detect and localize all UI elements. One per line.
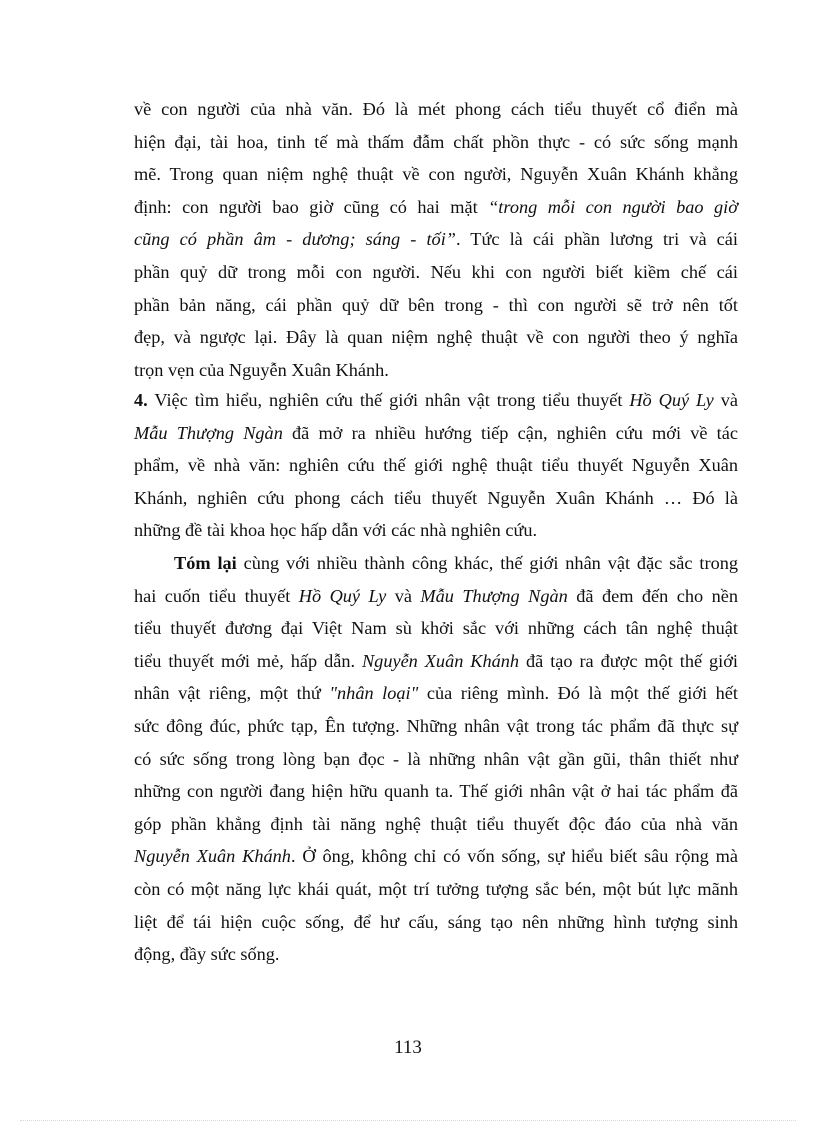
bold-run: Tóm lại [174, 553, 237, 573]
text-line: liệt để tái hiện cuộc sống, để hư cấu, sáng tạo nên những hình tượng sinh [134, 911, 738, 932]
text-line: sức đông đúc, phức tạp, Ên tượng. Những nhân vật trong tác phẩm đã thực sự [134, 715, 738, 736]
text-line: tiểu thuyết đương đại Việt Nam sù khởi sắc với những cách tân nghệ thuật [134, 618, 738, 639]
text-line: Tóm lại cùng với nhiều thành công khác, thế giới nhân vật đặc sắc trong [174, 553, 738, 573]
paragraph-1 [134, 93, 738, 386]
text-line: đẹp, và ngược lại. Đây là quan niệm nghệ thuật về con người theo ý nghĩa [134, 327, 738, 348]
text-line: mẽ. Trong quan niệm nghệ thuật về con người, Nguyễn Xuân Khánh khẳng [134, 164, 738, 185]
italic-run: Mẫu Thượng Ngàn [420, 585, 568, 606]
text-line: những đề tài khoa học hấp dẫn với các nhà nghiên cứu. [134, 520, 538, 541]
text-line: Mẫu Thượng Ngàn đã mở ra nhiều hướng tiếp cận, nghiên cứu mới về tác [134, 422, 738, 443]
text-line: trọn vẹn của Nguyễn Xuân Khánh. [134, 359, 389, 380]
text-line: cũng có phần âm - dương; sáng - tối”. Tức là cái phần lương tri và cái [134, 229, 738, 250]
text-line: còn có một năng lực khái quát, một trí tưởng tượng sắc bén, một bút lực mãnh [134, 878, 738, 899]
text-line: nhân vật riêng, một thứ "nhân loại" của riêng mình. Đó là một thế giới hết [134, 683, 738, 704]
text-line: phẩm, về nhà văn: nghiên cứu thế giới nghệ thuật tiểu thuyết Nguyễn Xuân [134, 455, 738, 476]
text-line: Khánh, nghiên cứu phong cách tiểu thuyết Nguyễn Xuân Khánh … Đó là [134, 487, 738, 508]
text-line: Nguyễn Xuân Khánh. Ở ông, không chỉ có vốn sống, sự hiểu biết sâu rộng mà [134, 846, 738, 867]
paragraph-3 [134, 547, 738, 971]
italic-run: "nhân loại" [329, 683, 419, 704]
italic-run: Nguyễn Xuân Khánh [134, 846, 291, 867]
text-line: định: con người bao giờ cũng có hai mặt “trong mỗi con người bao giờ [134, 196, 738, 217]
text-line: góp phần khẳng định tài năng nghệ thuật tiểu thuyết độc đáo của nhà văn [134, 813, 738, 834]
page-bottom-divider [20, 1120, 796, 1121]
text-line: hiện đại, tài hoa, tinh tế mà thấm đẫm chất phồn thực - có sức sống mạnh [134, 131, 738, 152]
italic-run: Hồ Quý Ly [629, 390, 714, 410]
page-number: 113 [394, 1037, 422, 1058]
text-line: phần quỷ dữ trong mỗi con người. Nếu khi con người biết kiềm chế cái [134, 261, 738, 282]
text-line: hai cuốn tiểu thuyết Hồ Quý Ly và Mẫu Thượng Ngàn đã đem đến cho nền [134, 585, 738, 606]
paragraph-2 [134, 384, 738, 547]
text-line: tiểu thuyết mới mẻ, hấp dẫn. Nguyễn Xuân Khánh đã tạo ra được một thế giới [134, 650, 738, 671]
italic-run: Mẫu Thượng Ngàn [134, 422, 283, 443]
bold-run: 4. [134, 390, 148, 410]
text-line: về con người của nhà văn. Đó là mét phong cách tiểu thuyết cổ điển mà [134, 99, 738, 119]
text-line: có sức sống trong lòng bạn đọc - là những nhân vật gần gũi, thân thiết như [134, 748, 738, 769]
text-line: những con người đang hiện hữu quanh ta. Thế giới nhân vật ở hai tác phẩm đã [134, 781, 738, 802]
italic-run: Hồ Quý Ly [298, 585, 387, 606]
italic-run: “trong mỗi con người bao giờ [488, 196, 738, 217]
text-line: 4. Việc tìm hiểu, nghiên cứu thế giới nhân vật trong tiểu thuyết Hồ Quý Ly và [134, 390, 739, 410]
text-line: động, đầy sức sống. [134, 944, 280, 965]
italic-run: cũng có phần âm - dương; sáng - tối” [134, 229, 456, 250]
text-line: phần bản năng, cái phần quỷ dữ bên trong - thì con người sẽ trở nên tốt [134, 294, 738, 315]
italic-run: Nguyễn Xuân Khánh [361, 650, 520, 671]
